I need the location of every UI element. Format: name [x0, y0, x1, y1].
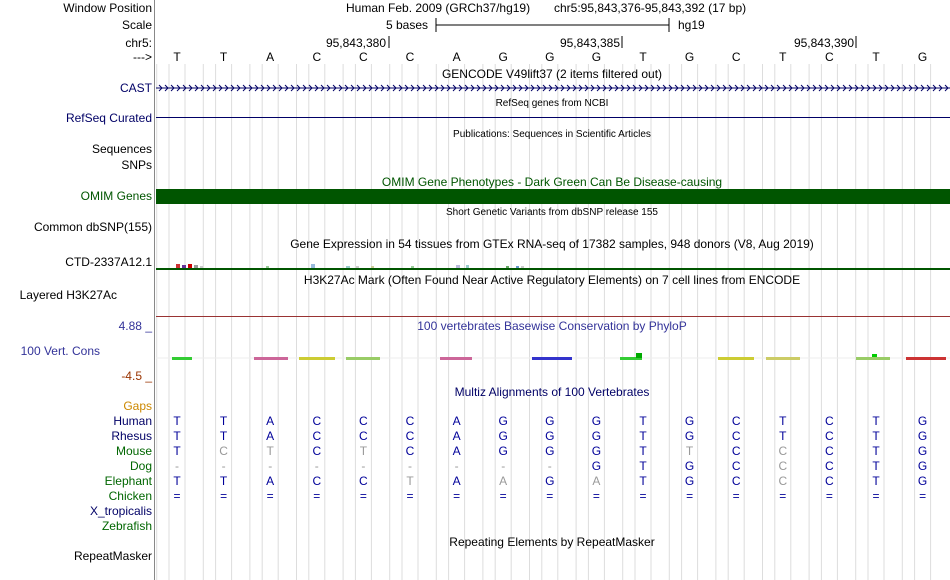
refseq-label[interactable]: RefSeq Curated [65, 111, 152, 125]
alignment-base: G [498, 414, 508, 428]
tick-label-3: 95,843,390 [793, 36, 854, 50]
rmsk-track-title[interactable]: Repeating Elements by RepeatMasker [449, 535, 655, 549]
alignment-base: = [919, 489, 927, 503]
species-label-chicken[interactable]: Chicken [108, 489, 152, 503]
alignment-base: G [684, 429, 695, 443]
sequence-base: G [545, 50, 555, 64]
phylop-conservation-plot[interactable] [156, 348, 950, 368]
alignment-base: G [498, 444, 508, 458]
alignment-base: T [173, 444, 181, 458]
alignment-base: = [779, 489, 787, 503]
alignment-base: C [778, 459, 788, 473]
alignment-base: C [731, 474, 741, 488]
alignment-base: G [591, 429, 602, 443]
sequence-base: T [872, 50, 880, 64]
h3k27ac-label[interactable]: Layered H3K27Ac [19, 288, 117, 302]
gaps-label[interactable]: Gaps [123, 399, 152, 413]
alignment-base: T [173, 474, 181, 488]
dbsnp-label[interactable]: Common dbSNP(155) [33, 220, 152, 234]
sequence-base: T [779, 50, 787, 64]
alignment-base: = [825, 489, 833, 503]
sequence-base: C [312, 50, 322, 64]
alignment-base: G [591, 444, 602, 458]
omim-track-title[interactable]: OMIM Gene Phenotypes - Dark Green Can Be Disease-causing [381, 175, 723, 189]
rmsk-label[interactable]: RepeatMasker [73, 549, 152, 563]
strand-label: ---> [133, 50, 152, 64]
cast-gene-feature[interactable] [156, 81, 950, 95]
alignment-base: G [917, 414, 928, 428]
sequence-base: T [639, 50, 647, 64]
alignment-base: C [778, 444, 788, 458]
alignment-base: - [221, 459, 226, 473]
phylop-min-value: -4.5 _ [121, 369, 152, 383]
alignment-base: G [591, 459, 602, 473]
alignment-base: C [312, 444, 322, 458]
sequence-base: G [591, 50, 602, 64]
alignment-base: = [173, 489, 181, 503]
alignment-base: A [452, 474, 461, 488]
window-position-label: Window Position [63, 1, 152, 15]
alignment-base: T [359, 444, 368, 458]
alignment-base: A [266, 474, 275, 488]
alignment-base: T [173, 414, 181, 428]
sequence-base: C [359, 50, 368, 64]
alignment-base: = [639, 489, 647, 503]
alignment-base: = [266, 489, 274, 503]
alignment-base: - [268, 459, 273, 473]
multiz-track-title[interactable]: Multiz Alignments of 100 Vertebrates [454, 385, 650, 399]
alignment-base: T [266, 444, 274, 458]
alignment-base: C [825, 414, 834, 428]
alignment-base: T [779, 429, 787, 443]
alignment-base: = [220, 489, 228, 503]
assembly-title[interactable]: Human Feb. 2009 (GRCh37/hg19) [346, 1, 531, 15]
label-divider [154, 0, 155, 580]
alignment-base: G [545, 444, 555, 458]
dbsnp-track-title[interactable]: Short Genetic Variants from dbSNP release 155 [446, 207, 658, 218]
alignment-base: C [359, 414, 368, 428]
alignment-base: T [406, 474, 414, 488]
alignment-base: T [872, 474, 880, 488]
position-text[interactable]: chr5:95,843,376-95,843,392 (17 bp) [554, 1, 747, 15]
sequence-base: T [173, 50, 181, 64]
alignment-base: C [778, 474, 788, 488]
alignment-base: T [219, 429, 228, 443]
alignment-base: C [312, 474, 322, 488]
alignment-base: T [685, 444, 694, 458]
sequence-base: G [917, 50, 928, 64]
species-label-mouse[interactable]: Mouse [115, 444, 152, 458]
sequence-base: G [498, 50, 508, 64]
alignment-base: G [498, 429, 508, 443]
gtex-expression-bars[interactable] [156, 260, 950, 272]
alignment-base: C [731, 444, 741, 458]
alignment-base: T [872, 459, 880, 473]
h3k27ac-track-title[interactable]: H3K27Ac Mark (Often Found Near Active Regulatory Elements) on 7 cell lines from ENCODE [303, 273, 801, 287]
alignment-base: - [408, 459, 412, 473]
alignment-base: C [825, 444, 834, 458]
alignment-base: G [917, 429, 928, 443]
alignment-base: G [684, 414, 695, 428]
omim-feature-bar[interactable] [156, 189, 950, 204]
alignment-base: G [684, 474, 695, 488]
alignment-base: C [359, 429, 368, 443]
alignment-base: G [591, 414, 602, 428]
species-label-human[interactable]: Human [113, 414, 152, 428]
species-label-x_tropicalis[interactable]: X_tropicalis [89, 504, 152, 518]
alignment-base: = [453, 489, 461, 503]
alignment-base: C [825, 474, 834, 488]
alignment-base: A [499, 474, 508, 488]
alignment-base: G [545, 429, 555, 443]
sequence-base: G [684, 50, 695, 64]
alignment-base: A [266, 429, 275, 443]
phylop-label[interactable]: 100 Vert. Cons [20, 344, 100, 358]
gencode-track-title[interactable]: GENCODE V49lift37 (2 items filtered out) [441, 67, 663, 81]
alignment-base: C [405, 444, 415, 458]
alignment-base: - [175, 459, 179, 473]
alignment-base: G [545, 414, 555, 428]
sequence-base: A [452, 50, 461, 64]
alignment-base: G [917, 444, 928, 458]
tick-label-1: 95,843,380 [325, 36, 386, 50]
alignment-base: = [406, 489, 414, 503]
species-label-rhesus[interactable]: Rhesus [111, 429, 152, 443]
species-label-dog[interactable]: Dog [129, 459, 152, 473]
alignment-base: - [547, 459, 552, 473]
alignment-base: = [313, 489, 321, 503]
alignment-base: G [917, 459, 928, 473]
alignment-base: A [452, 414, 461, 428]
refseq-gene-line[interactable] [156, 117, 950, 118]
scale-assembly: hg19 [678, 18, 705, 32]
alignment-base: C [359, 474, 368, 488]
alignment-base: = [499, 489, 507, 503]
sequence-base: A [266, 50, 275, 64]
alignment-base: T [779, 414, 787, 428]
alignment-base: - [501, 459, 506, 473]
sequence-base: C [405, 50, 415, 64]
alignment-base: A [266, 414, 275, 428]
alignment-base: C [731, 429, 741, 443]
sequences-label[interactable]: Sequences [91, 142, 152, 156]
alignment-base: C [825, 429, 834, 443]
scale-label: Scale [121, 18, 152, 32]
alignment-base: T [639, 474, 647, 488]
alignment-base: T [219, 414, 228, 428]
snps-label[interactable]: SNPs [121, 158, 152, 172]
sequence-base: T [219, 50, 228, 64]
alignment-base: T [639, 459, 647, 473]
gtex-track-title[interactable]: Gene Expression in 54 tissues from GTEx RNA-seq of 17382 samples, 948 donors (V8, Aug 2019) [290, 237, 814, 251]
alignment-base: - [454, 459, 459, 473]
alignment-base: T [872, 429, 880, 443]
phylop-max-value: 4.88 _ [118, 319, 152, 333]
alignment-base: G [545, 474, 555, 488]
alignment-base: T [639, 414, 647, 428]
alignment-base: C [219, 444, 228, 458]
alignment-base: = [592, 489, 600, 503]
alignment-base: G [917, 474, 928, 488]
alignment-base: C [405, 414, 415, 428]
alignment-base: T [639, 429, 647, 443]
alignment-base: T [872, 414, 880, 428]
alignment-base: = [686, 489, 694, 503]
alignment-base: C [312, 429, 322, 443]
alignment-base: C [405, 429, 415, 443]
sequence-base: C [731, 50, 741, 64]
alignment-base: C [312, 414, 322, 428]
alignment-base: C [825, 459, 834, 473]
sequence-base: C [825, 50, 834, 64]
species-label-elephant[interactable]: Elephant [104, 474, 152, 488]
alignment-base: T [219, 474, 228, 488]
chrom-label: chr5: [125, 36, 152, 50]
tick-label-2: 95,843,385 [559, 36, 620, 50]
alignment-base: C [731, 414, 741, 428]
alignment-base: - [361, 459, 366, 473]
alignment-base: G [684, 459, 695, 473]
alignment-base: = [872, 489, 880, 503]
alignment-base: A [452, 429, 461, 443]
scale-bases: 5 bases [386, 18, 429, 32]
gtex-gene-label[interactable]: CTD-2337A12.1 [65, 255, 152, 269]
refseq-track-title[interactable]: RefSeq genes from NCBI [495, 98, 609, 109]
alignment-base: T [872, 444, 880, 458]
h3k27ac-signal-baseline[interactable] [156, 316, 950, 317]
alignment-base: A [592, 474, 601, 488]
alignment-base: = [732, 489, 740, 503]
cast-label[interactable]: CAST [119, 81, 152, 95]
species-label-zebrafish[interactable]: Zebrafish [101, 519, 152, 533]
alignment-base: C [731, 459, 741, 473]
alignment-base: T [639, 444, 647, 458]
alignment-base: - [314, 459, 319, 473]
scale-bar [430, 16, 675, 34]
omim-label[interactable]: OMIM Genes [80, 189, 152, 203]
phylop-track-title[interactable]: 100 vertebrates Basewise Conservation by PhyloP [417, 319, 687, 333]
alignment-base: = [546, 489, 554, 503]
alignment-base: = [359, 489, 367, 503]
tick-marks [0, 34, 950, 50]
alignment-base: T [173, 429, 181, 443]
pubs-track-title[interactable]: Publications: Sequences in Scientific Articles [453, 129, 651, 140]
alignment-base: A [452, 444, 461, 458]
